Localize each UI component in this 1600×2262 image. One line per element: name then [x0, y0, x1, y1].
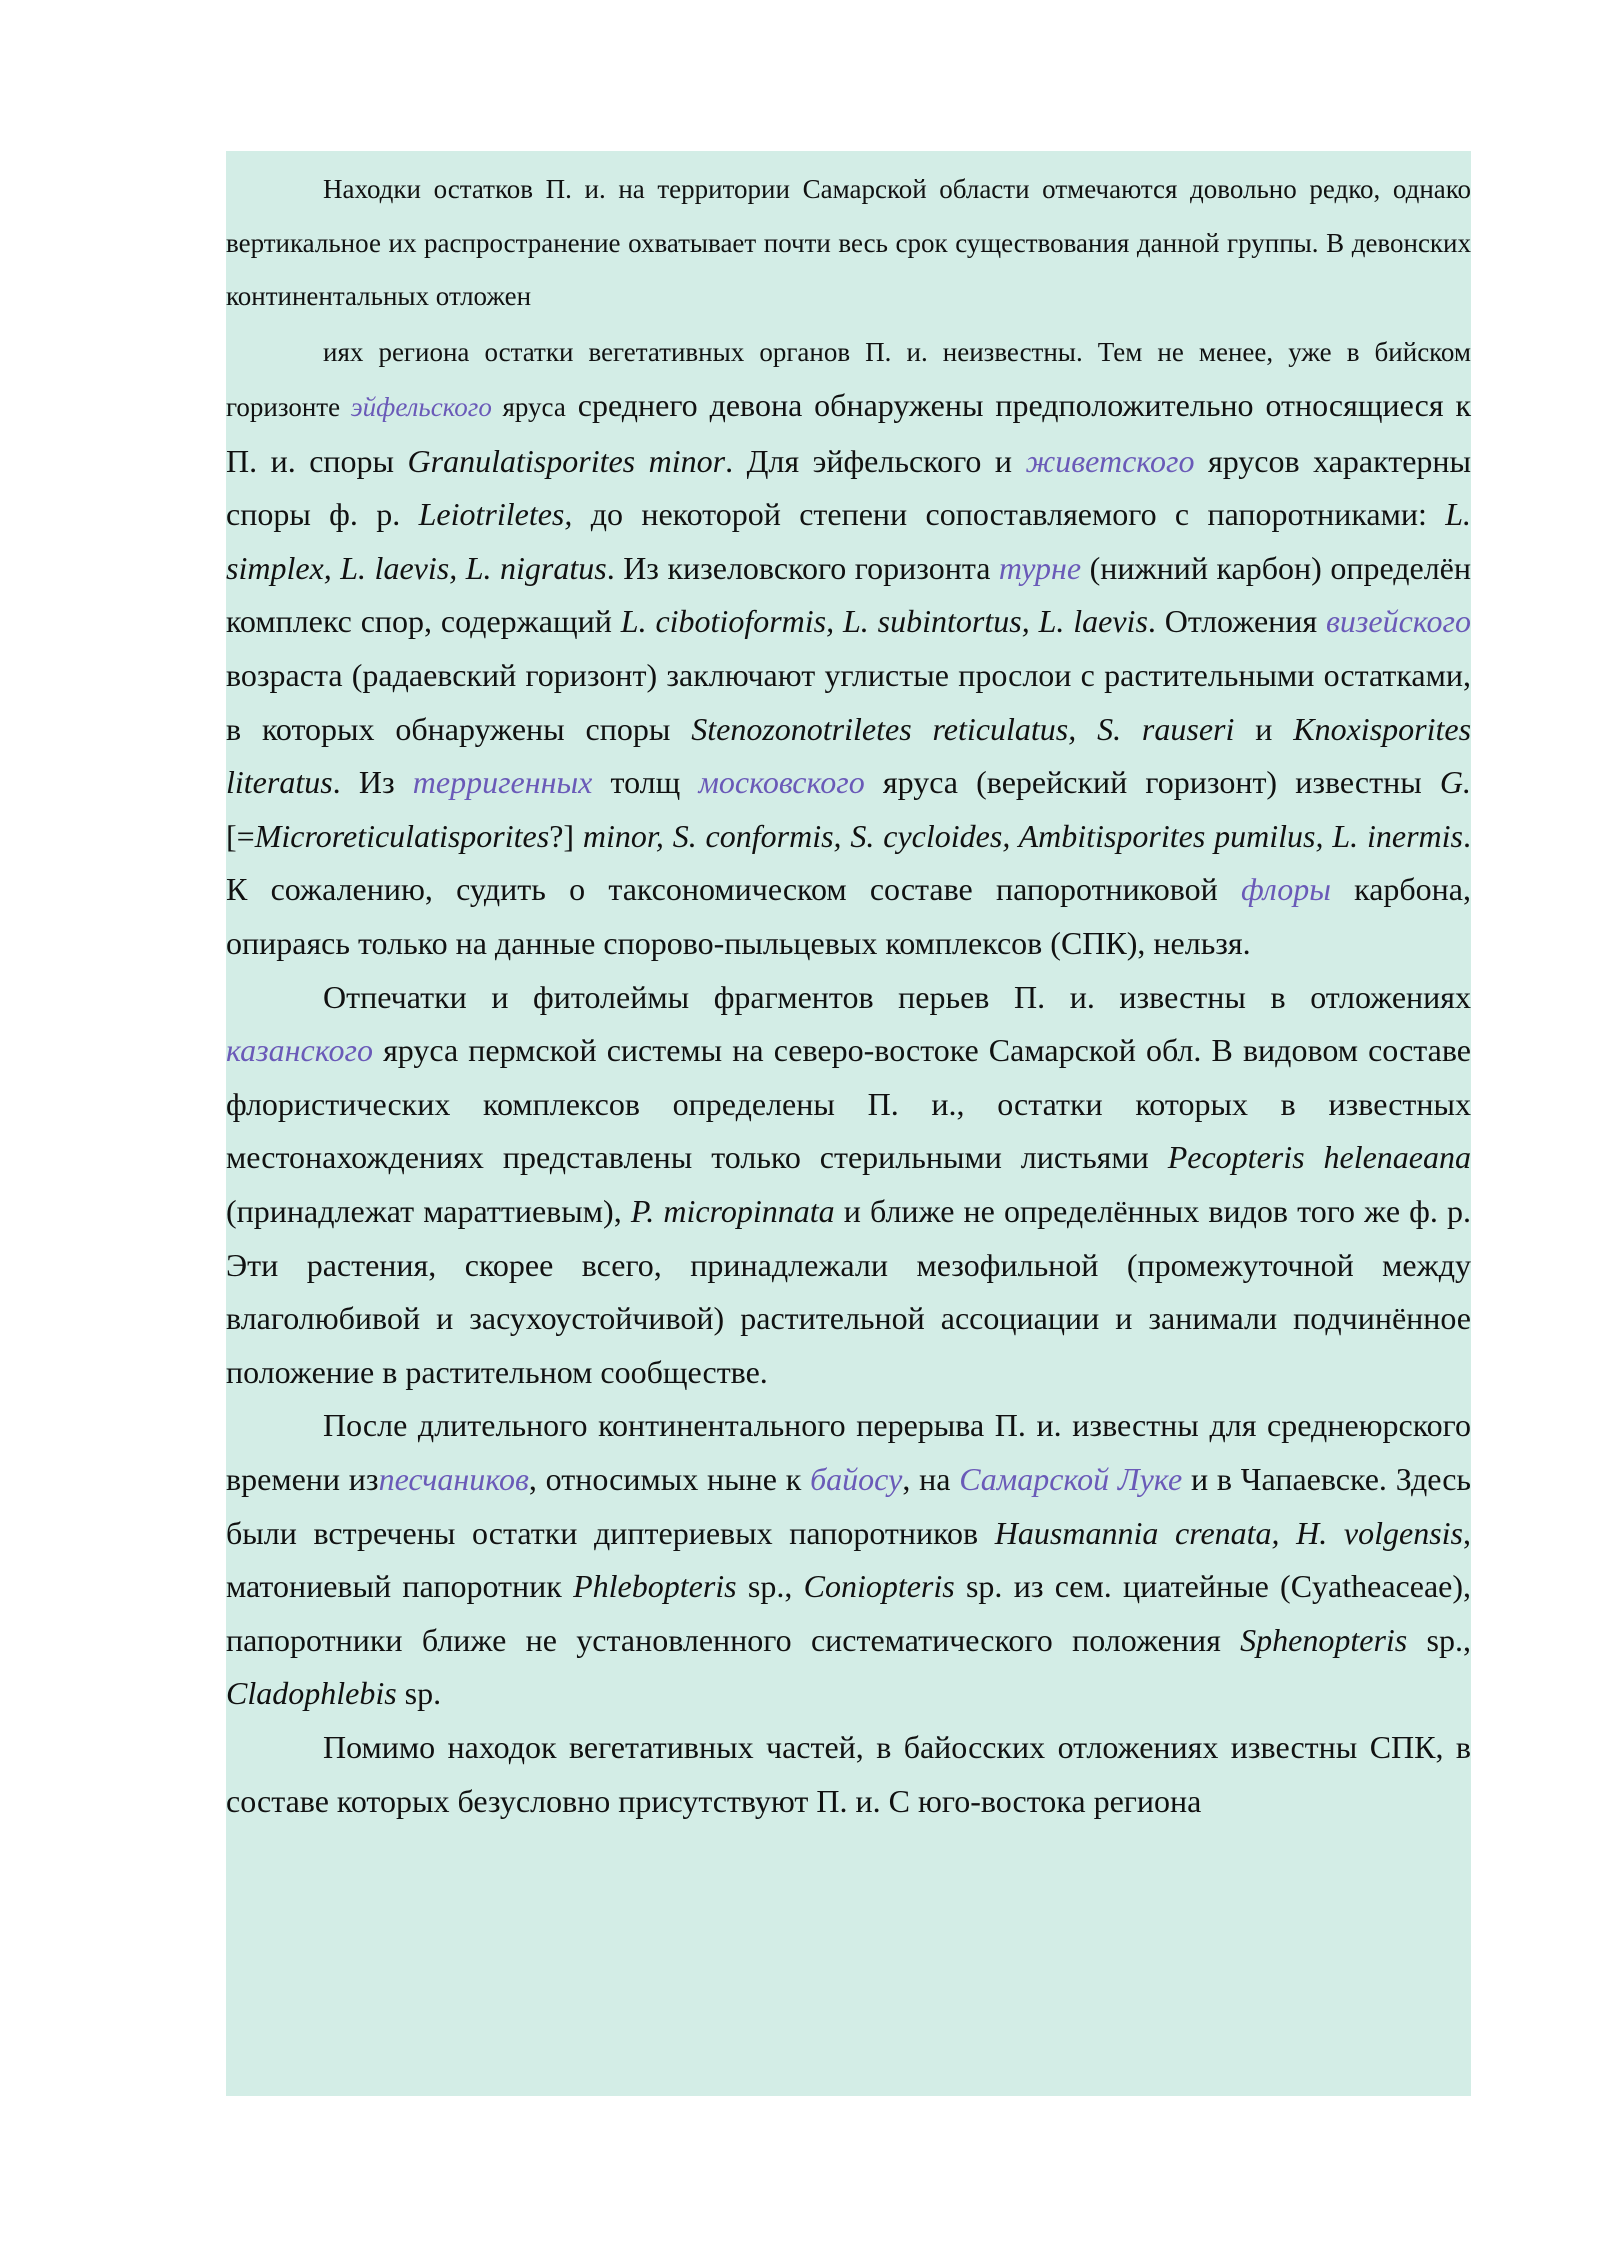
- text-span: (нижний карбон) определён комплекс спор, содержащий: [226, 549, 1472, 640]
- text-span: и в Чапаевске. Здесь были встречены остатки диптериевых папоротников: [226, 1460, 1472, 1551]
- species-name: Phlebopteris: [573, 1568, 737, 1605]
- text-span: среднего девона обнаружены предположительно относящиеся к П. и. споры: [226, 387, 1471, 479]
- text-span: ярусов характерны споры ф. р.: [226, 442, 1472, 533]
- paragraph-1: [226, 163, 1471, 324]
- paragraph-2-text: иях региона остатки вегетативных органов П. и. неизвестны. Тем не менее, уже в бийском горизонте: [226, 336, 1471, 423]
- link-flora[interactable]: флоры: [1240, 871, 1331, 908]
- article-text: [226, 163, 1471, 1828]
- text-span: и: [1234, 710, 1294, 747]
- species-name: G.: [1439, 764, 1472, 801]
- species-name: Leiotriletes,: [418, 496, 573, 533]
- link-eifelian[interactable]: эйфельского: [350, 392, 492, 423]
- species-name: Coniopteris: [803, 1568, 955, 1605]
- species-name: L. cibotioformis, L. subintortus, L. laevis: [620, 603, 1148, 640]
- text-span: ?]: [549, 817, 583, 854]
- text-span: sp.,: [1407, 1621, 1472, 1658]
- text-span: и ближе не определённых видов того же ф. р. Эти растения, скорее всего, принадлежали мезофильной (промежуточной между влаголюбивой и засухоустойчивой) растительной ассоциации и занимали подчинённое положение в растительном сообществе.: [226, 1193, 1472, 1390]
- species-name: Hausmannia crenata, H. volgensis: [994, 1514, 1464, 1551]
- text-span: Отпечатки и фитолеймы фрагментов перьев П. и. известны в отложениях: [323, 978, 1471, 1015]
- link-givetian[interactable]: живетского: [1025, 442, 1195, 479]
- species-name: minor, S. conformis, S. cycloides, Ambitisporites pumilus, L. inermis: [582, 817, 1464, 854]
- link-moscovian[interactable]: московского: [698, 764, 865, 801]
- text-span: яруса (верейский горизонт) известны: [864, 764, 1440, 801]
- paragraph-2: [226, 324, 1471, 971]
- species-name: Knoxisporites literatus: [226, 710, 1472, 801]
- text-span: После длительного континентального перерыва П. и. известны для среднеюрского времени из: [226, 1407, 1471, 1497]
- text-span: [=: [226, 817, 255, 854]
- text-span: (принадлежат мараттиевым),: [226, 1193, 631, 1229]
- link-samara-luka[interactable]: Самарской Луке: [959, 1460, 1183, 1497]
- text-span: sp.,: [736, 1568, 804, 1605]
- paragraph-1-text: Находки остатков П. и. на территории Самарской области отмечаются довольно редко, однако вертикальное их распространение охватывает почти весь срок существования данной группы. В девонских континентальных отложен: [226, 174, 1471, 311]
- text-span: до некоторой степени сопоставляемого с папоротниками:: [572, 496, 1446, 533]
- species-name: Stenozonotriletes reticulatus, S. rauseri: [691, 710, 1235, 747]
- text-span: карбона, опираясь только на данные спорово-пыльцевых комплексов (СПК), нельзя.: [226, 871, 1472, 962]
- text-span: . Из: [332, 764, 413, 801]
- text-span: возраста (радаевский горизонт) заключают углистые прослои с растительными остатками, в которых обнаружены споры: [226, 657, 1471, 747]
- text-span: sp.: [396, 1675, 442, 1712]
- text-span: . К сожалению, судить о таксономическом составе папоротниковой: [226, 817, 1472, 908]
- paragraph-3: [226, 971, 1471, 1400]
- text-span: Помимо находок вегетативных частей, в байосских отложениях известны СПК, в составе которых безусловно присутствуют П. и. С юго-востока региона: [226, 1728, 1471, 1819]
- paragraph-4: [226, 1399, 1471, 1721]
- species-name: Granulatisporites minor: [407, 442, 726, 479]
- paragraph-5: [226, 1721, 1471, 1828]
- link-bajocian[interactable]: байосу: [810, 1460, 903, 1497]
- text-span: яруса: [491, 392, 566, 423]
- species-name: L. simplex, L. laevis, L. nigratus: [226, 496, 1472, 586]
- text-span: яруса пермской системы на северо-востоке Самарской обл. В видовом составе флористических комплексов определены П. и., остатки которых в известных местонахождениях представлены только стерильными листьями: [226, 1032, 1471, 1176]
- text-span: sp. из сем. циатейные (Cyatheaceae), папоротники ближе не установленного систематического положения: [226, 1568, 1472, 1658]
- text-span: , матониевый папоротник: [226, 1514, 1472, 1605]
- species-name: Cladophlebis: [226, 1675, 397, 1712]
- text-span: , относимых ныне к: [528, 1460, 811, 1497]
- text-span: . Из кизеловского горизонта: [606, 549, 999, 586]
- link-sandstones[interactable]: песчаников: [378, 1460, 529, 1497]
- text-span: , на: [902, 1460, 960, 1497]
- link-terrigenous[interactable]: терригенных: [412, 764, 593, 801]
- link-tournaisian[interactable]: турне: [998, 549, 1082, 586]
- text-span: . Отложения: [1147, 603, 1326, 640]
- link-kazanian[interactable]: казанского: [226, 1032, 373, 1069]
- text-span: толщ: [592, 764, 699, 801]
- species-name: Sphenopteris: [1240, 1621, 1408, 1658]
- species-name: P. micropinnata: [630, 1193, 835, 1229]
- species-name: Microreticulatisporites: [254, 817, 550, 854]
- link-visean[interactable]: визейского: [1326, 603, 1472, 640]
- species-name: Pecopteris helenaeana: [1167, 1139, 1472, 1176]
- text-span: . Для эйфельского и: [725, 442, 1026, 479]
